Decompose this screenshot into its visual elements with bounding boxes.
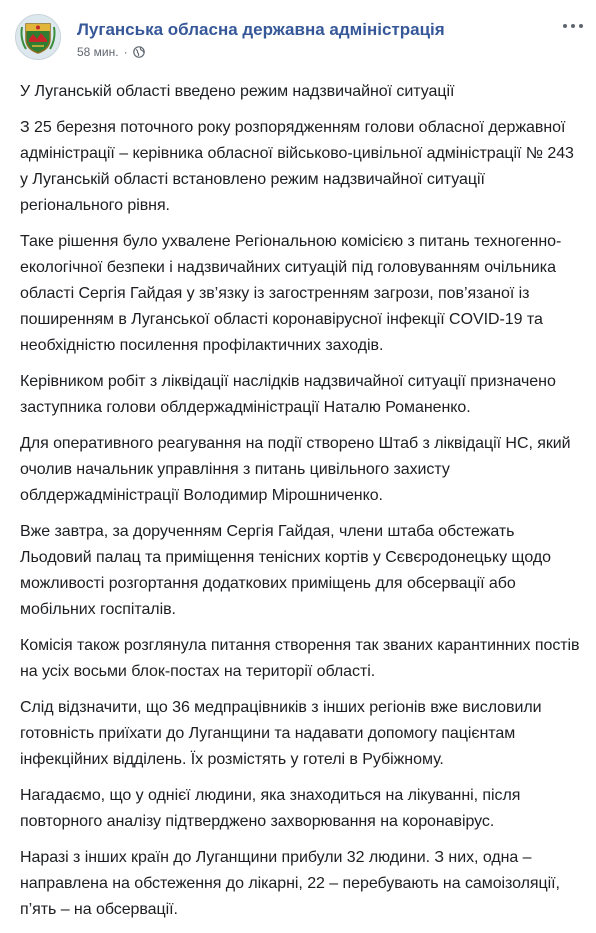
post-body bbox=[20, 79, 580, 933]
post-paragraph: Комісія також розглянула питання створення так званих карантинних постів на усіх восьми блок-постах на території області. bbox=[20, 637, 580, 680]
post-timestamp[interactable]: 58 мин. bbox=[77, 45, 119, 59]
post-paragraph: Нагадаємо, що у однієї людини, яка знаходиться на лікуванні, після повторного аналізу підтверджено захворювання на коронавірус. bbox=[20, 787, 521, 830]
page-name-link[interactable]: Луганська обласна державна адміністрація bbox=[77, 20, 445, 39]
post-meta bbox=[77, 45, 145, 59]
ellipsis-icon[interactable] bbox=[563, 18, 583, 34]
post-paragraph: Для оперативного реагування на події створено Штаб з ліквідації НС, який очолив начальник управління з питань цивільного захисту облдержадміністрації Володимир Мірошниченко. bbox=[20, 435, 571, 504]
post-paragraph: З 25 березня поточного року розпорядженням голови обласної державної адміністрації – керівника обласної військово-цивільної адміністрації № 243 у Луганській області встановлено режим надзвичайної ситуації регіонального рівня. bbox=[20, 119, 574, 214]
globe-icon[interactable] bbox=[133, 46, 145, 58]
post-paragraph: Слід відзначити, що 36 медпрацівників з інших регіонів вже висловили готовність приїхати до Луганщини та надавати допомогу пацієнтам інфекційних відділень. Їх розмістять у готелі в Рубіжному. bbox=[20, 699, 542, 768]
post-paragraph: Керівником робіт з ліквідації наслідків надзвичайної ситуації призначено заступника голови облдержадміністрації Наталю Романенко. bbox=[20, 373, 556, 416]
coat-of-arms-icon bbox=[16, 15, 60, 59]
post-header bbox=[15, 14, 585, 62]
page-avatar[interactable] bbox=[15, 14, 61, 60]
meta-separator: · bbox=[123, 45, 128, 59]
post-paragraph: Вже завтра, за дорученням Сергія Гайдая, члени штаба обстежать Льодовий палац та приміщення тенісних кортів у Сєвєродонецьку щодо можливості розгортання додаткових приміщень для обсервації або мобільних госпіталів. bbox=[20, 523, 551, 618]
post-paragraph: У Луганській області введено режим надзвичайної ситуації bbox=[20, 83, 455, 100]
post-paragraph: Таке рішення було ухвалене Регіональною комісією з питань техногенно-екологічної безпеки і надзвичайних ситуацій під головуванням очільника області Сергія Гайдая у зв’язку із загостренням загрози, пов’язаної із поширенням в Луганської області коронавірусної інфекції COVID-19 та необхідністю посилення профілактичних заходів. bbox=[20, 233, 562, 354]
post-paragraph: Наразі з інших країн до Луганщини прибули 32 людини. З них, одна – направлена на обстеження до лікарні, 22 – перебувають на самоізоляції, п’ять – на обсервації. bbox=[20, 849, 560, 918]
